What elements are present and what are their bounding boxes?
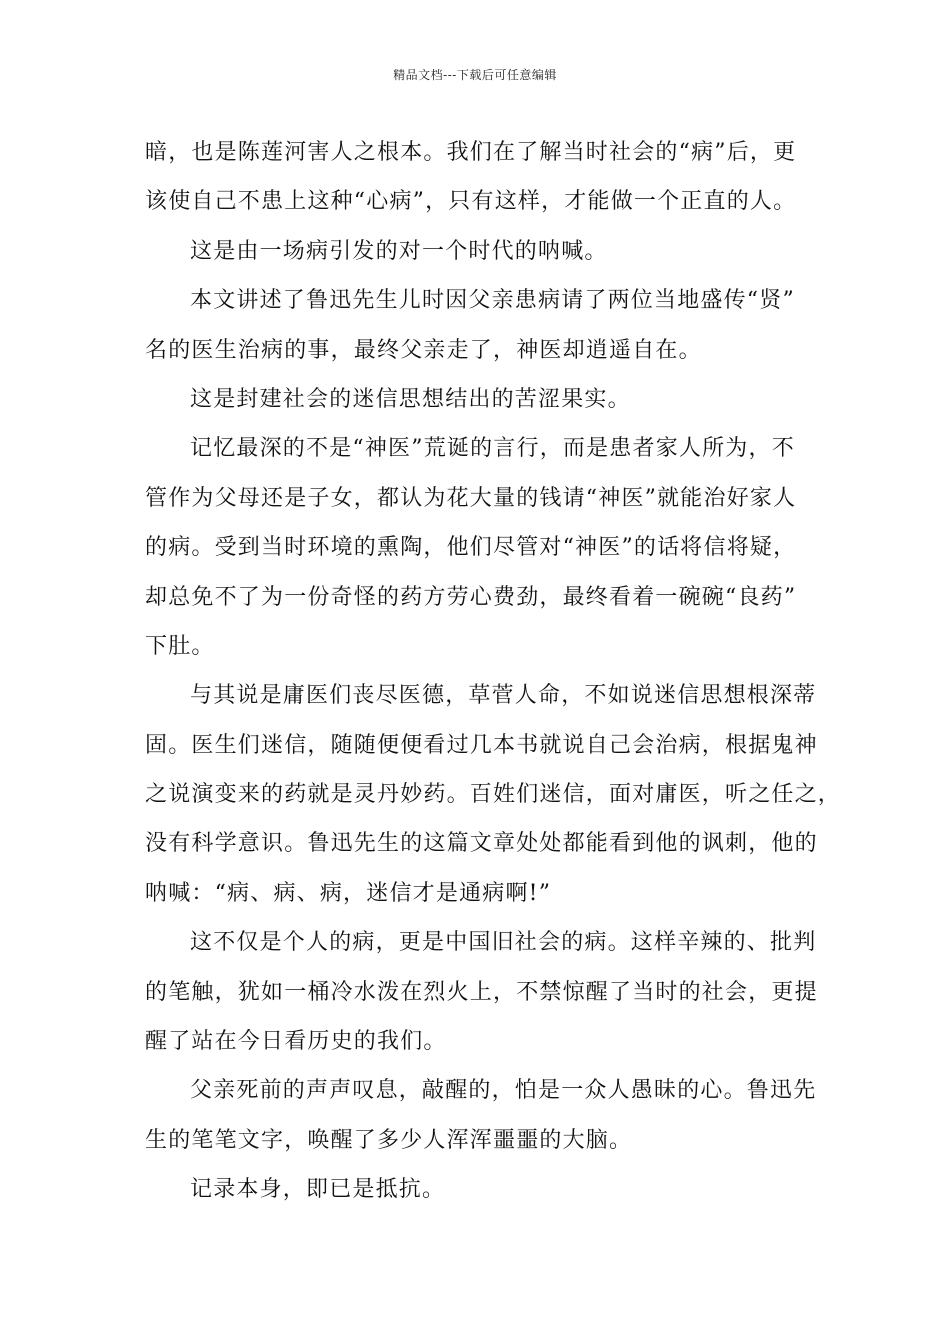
text-line: 呐喊：“病、病、病，迷信才是通病啊!”: [145, 880, 552, 906]
text-line: 的笔触，犹如一桶冷水泼在烈火上，不禁惊醒了当时的社会，更提: [145, 979, 818, 1005]
body-text: [145, 128, 842, 1215]
text-line: 该使自己不患上这种“心病”，只有这样，才能做一个正直的人。: [145, 189, 797, 215]
text-line: 这不仅是个人的病，更是中国旧社会的病。这样辛辣的、批判: [190, 930, 817, 956]
text-line: 没有科学意识。鲁迅先生的这篇文章处处都能看到他的讽刺，他的: [145, 831, 818, 857]
text-line: 却总免不了为一份奇怪的药方劳心费劲，最终看着一碗碗“良药”: [145, 584, 797, 610]
text-line: 名的医生治病的事，最终父亲走了，神医却逍遥自在。: [145, 337, 702, 363]
text-line: 醒了站在今日看历史的我们。: [145, 1029, 447, 1055]
text-line: 本文讲述了鲁迅先生儿时因父亲患病请了两位当地盛传“贤”: [190, 288, 795, 314]
text-line: 生的笔笔文字，唤醒了多少人浑浑噩噩的大脑。: [145, 1127, 633, 1153]
text-line: 固。医生们迷信，随随便便看过几本书就说自己会治病，根据鬼神: [145, 732, 818, 758]
text-line: 之说演变来的药就是灵丹妙药。百姓们迷信，面对庸医，听之任之，: [145, 782, 842, 808]
text-line: 管作为父母还是子女，都认为花大量的钱请“神医”就能治好家人: [145, 485, 797, 511]
text-line: 记忆最深的不是“神医”荒诞的言行，而是患者家人所为，不: [190, 436, 795, 462]
text-line: 记录本身，即已是抵抗。: [190, 1177, 446, 1203]
text-line: 下肚。: [145, 633, 215, 659]
text-line: 的病。受到当时环境的熏陶，他们尽管对“神医”的话将信将疑，: [145, 535, 797, 561]
text-line: 这是由一场病引发的对一个时代的呐喊。: [190, 238, 608, 264]
text-line: 这是封建社会的迷信思想结出的苦涩果实。: [190, 386, 631, 412]
page-header: 精品文档---下载后可任意编辑: [393, 68, 557, 82]
text-line: 暗，也是陈莲河害人之根本。我们在了解当时社会的“病”后，更: [145, 140, 797, 165]
text-line: 父亲死前的声声叹息，敲醒的，怕是一众人愚昧的心。鲁迅先: [190, 1078, 817, 1104]
text-line: 与其说是庸医们丧尽医德，草菅人命，不如说迷信思想根深蒂: [190, 683, 817, 709]
